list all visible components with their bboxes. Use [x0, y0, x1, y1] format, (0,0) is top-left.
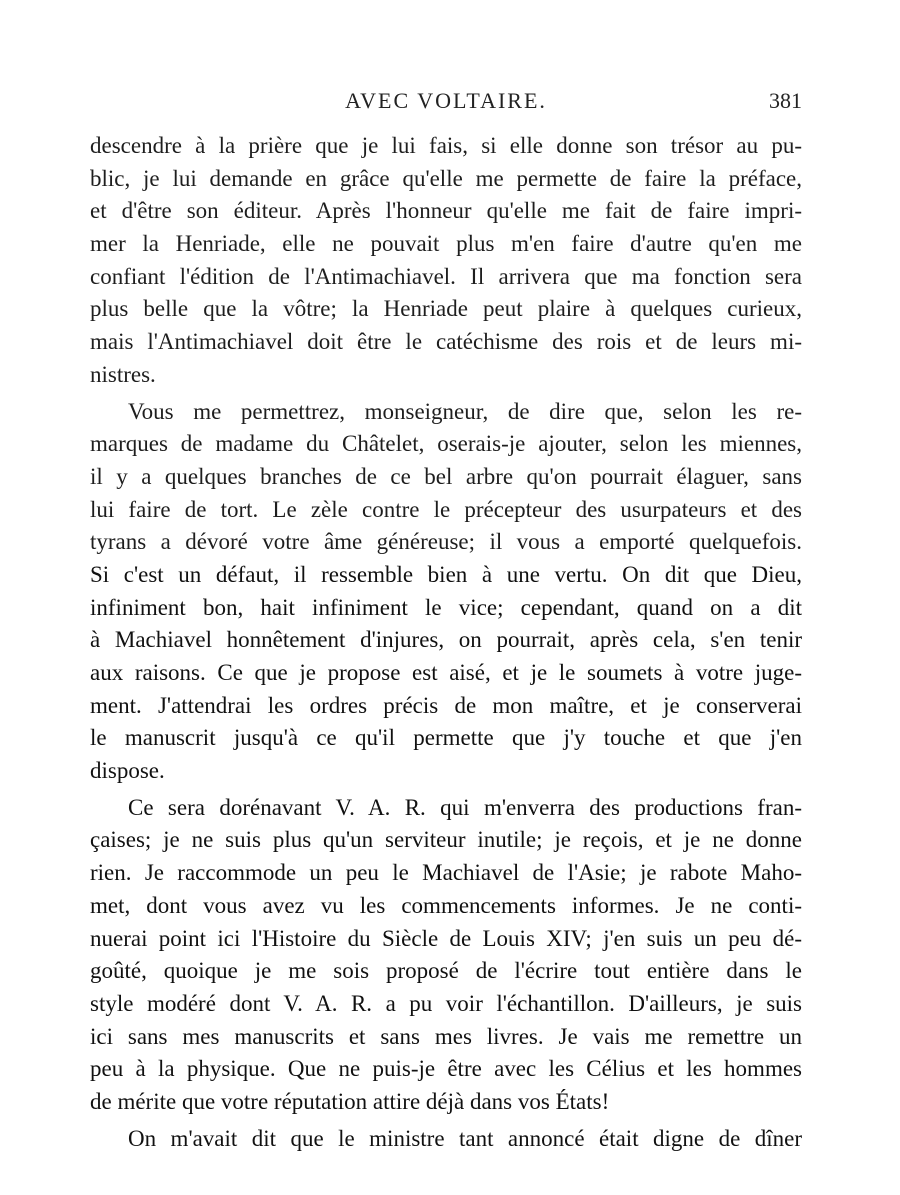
text-line: marques de madame du Châtelet, oserais-je ajouter, selon les miennes,: [90, 431, 802, 457]
text-line: blic, je lui demande en grâce qu'elle me permette de faire la préface,: [90, 165, 802, 191]
text-line: infiniment bon, hait infiniment le vice; cependant, quand on a dit: [90, 594, 802, 620]
paragraph: [90, 130, 802, 392]
text-line: goûté, quoique je me sois proposé de l'écrire tout entière dans le: [90, 958, 802, 984]
text-line: style modéré dont V. A. R. a pu voir l'échantillon. D'ailleurs, je suis: [90, 990, 802, 1016]
running-title: AVEC VOLTAIRE.: [345, 88, 547, 113]
text-line: On m'avait dit que le ministre tant annoncé était digne de dîner: [128, 1125, 802, 1151]
page-number: 381: [769, 88, 802, 113]
paragraph: [90, 792, 802, 1119]
text-line: descendre à la prière que je lui fais, si elle donne son trésor au pu-: [90, 133, 802, 158]
text-line: rien. Je raccommode un peu le Machiavel de l'Asie; je rabote Maho-: [90, 860, 802, 886]
text-line: Si c'est un défaut, il ressemble bien à une vertu. On dit que Dieu,: [90, 561, 802, 587]
text-line: de mérite que votre réputation attire déjà dans vos États!: [90, 1088, 610, 1114]
text-line: peu à la physique. Que ne puis-je être avec les Célius et les hommes: [90, 1056, 802, 1082]
paragraph: [90, 1123, 802, 1156]
text-line: plus belle que la vôtre; la Henriade peut plaire à quelques curieux,: [90, 296, 802, 322]
text-line: confiant l'édition de l'Antimachiavel. Il arrivera que ma fonction sera: [90, 263, 802, 289]
text-line: ici sans mes manuscrits et sans mes livres. Je vais me remettre un: [90, 1023, 802, 1049]
text-line: mais l'Antimachiavel doit être le catéchisme des rois et de leurs mi-: [90, 329, 802, 355]
text-line: mer la Henriade, elle ne pouvait plus m'en faire d'autre qu'en me: [90, 231, 802, 257]
text-line: Vous me permettrez, monseigneur, de dire que, selon les re-: [128, 398, 802, 424]
body-text: [90, 130, 802, 1155]
text-line: nuerai point ici l'Histoire du Siècle de Louis XIV; j'en suis un peu dé-: [90, 925, 802, 951]
text-line: et d'être son éditeur. Après l'honneur qu'elle me fait de faire impri-: [90, 198, 802, 224]
text-line: met, dont vous avez vu les commencements informes. Je ne conti-: [90, 892, 802, 918]
text-line: il y a quelques branches de ce bel arbre qu'on pourrait élaguer, sans: [90, 463, 802, 489]
text-line: nistres.: [90, 361, 156, 387]
text-line: à Machiavel honnêtement d'injures, on pourrait, après cela, s'en tenir: [90, 627, 802, 653]
text-line: dispose.: [90, 758, 165, 784]
text-line: tyrans a dévoré votre âme généreuse; il vous a emporté quelquefois.: [90, 529, 802, 555]
running-head: [90, 88, 802, 118]
text-line: lui faire de tort. Le zèle contre le précepteur des usurpateurs et des: [90, 496, 802, 522]
text-line: le manuscrit jusqu'à ce qu'il permette que j'y touche et que j'en: [90, 725, 802, 751]
text-line: ment. J'attendrai les ordres précis de mon maître, et je conserverai: [90, 692, 802, 718]
text-line: aux raisons. Ce que je propose est aisé, et je le soumets à votre juge-: [90, 660, 802, 685]
text-line: çaises; je ne suis plus qu'un serviteur inutile; je reçois, et je ne donne: [90, 827, 802, 853]
paragraph: [90, 396, 802, 788]
text-line: Ce sera dorénavant V. A. R. qui m'enverra des productions fran-: [128, 794, 802, 820]
